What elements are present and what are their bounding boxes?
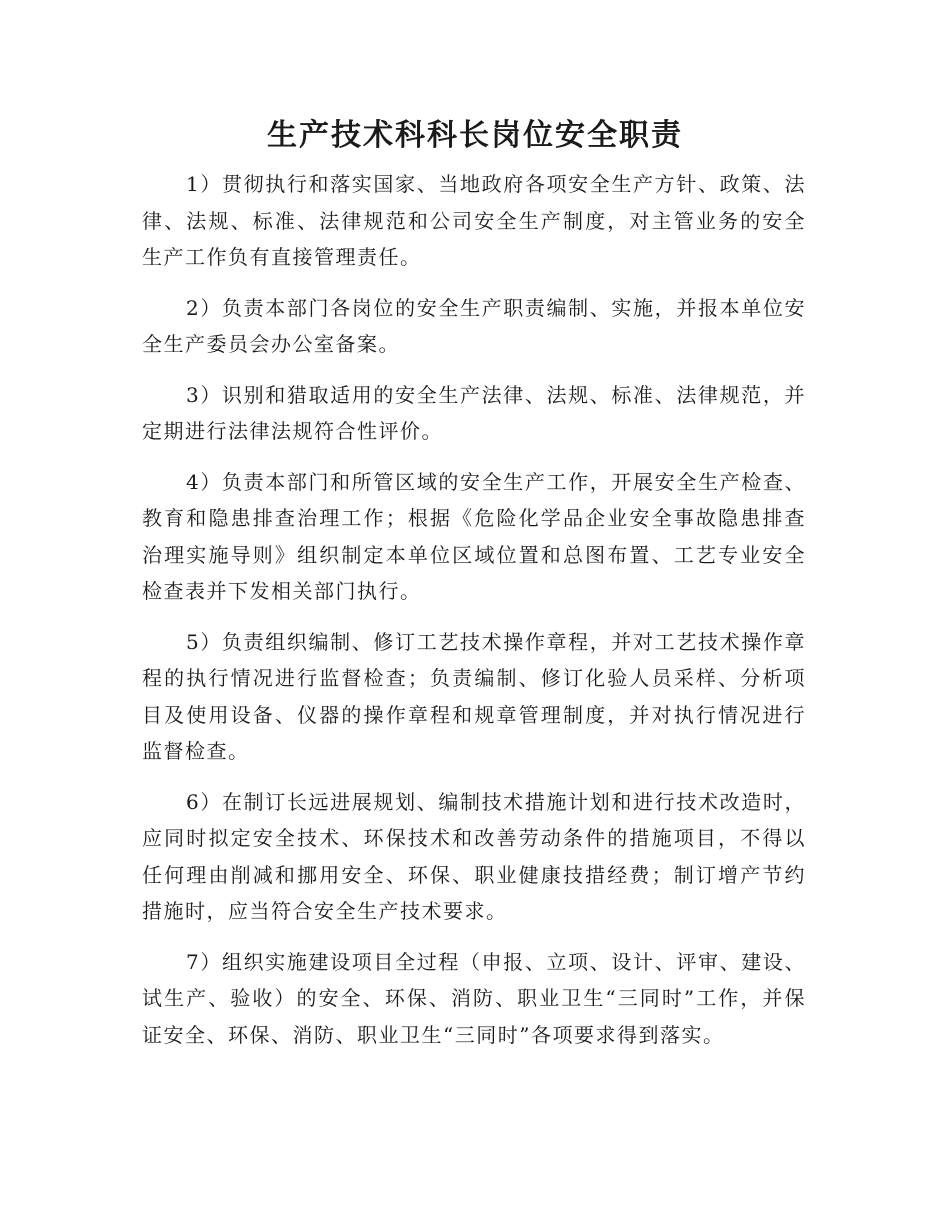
- document-title: 生产技术科科长岗位安全职责: [267, 118, 683, 153]
- duty-paragraph-2: 2）负责本部门各岗位的安全生产职责编制、实施，并报本单位安全生产委员会办公室备案。: [142, 295, 806, 356]
- duty-paragraph-5: 5）负责组织编制、修订工艺技术操作章程，并对工艺技术操作章程的执行情况进行监督检查；负责编制、修订化验人员采样、分析项目及使用设备、仪器的操作章程和规章管理制度，并对执行情况进行监督检查。: [142, 629, 806, 763]
- duty-paragraph-6: 6）在制订长远进展规划、编制技术措施计划和进行技术改造时，应同时拟定安全技术、环保技术和改善劳动条件的措施项目，不得以任何理由削减和挪用安全、环保、职业健康技措经费；制订增产节约措施时，应当符合安全生产技术要求。: [142, 789, 806, 923]
- duty-paragraph-1: 1）贯彻执行和落实国家、当地政府各项安全生产方针、政策、法律、法规、标准、法律规范和公司安全生产制度，对主管业务的安全生产工作负有直接管理责任。: [142, 172, 806, 269]
- duty-paragraph-7: 7）组织实施建设项目全过程（申报、立项、设计、评审、建设、试生产、验收）的安全、环保、消防、职业卫生“三同时”工作，并保证安全、环保、消防、职业卫生“三同时”各项要求得到落实。: [142, 949, 806, 1047]
- duty-paragraph-4: 4）负责本部门和所管区域的安全生产工作，开展安全生产检查、教育和隐患排查治理工作；根据《危险化学品企业安全事故隐患排查治理实施导则》组织制定本单位区域位置和总图布置、工艺专业安全检查表并下发相关部门执行。: [142, 469, 806, 603]
- duty-paragraph-3: 3）识别和猎取适用的安全生产法律、法规、标准、法律规范，并定期进行法律法规符合性评价。: [142, 382, 806, 443]
- document-body: [142, 166, 806, 1067]
